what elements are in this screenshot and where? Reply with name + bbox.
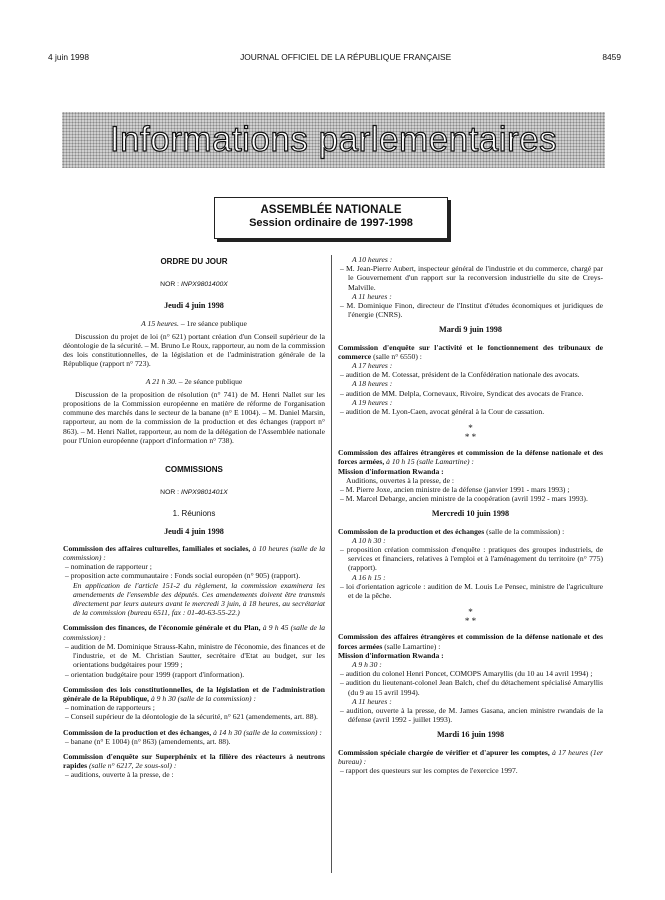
day-heading: Mardi 9 juin 1998 [438, 325, 502, 335]
banner-title: Informations parlementaires [109, 120, 558, 159]
header-title: JOURNAL OFFICIEL DE LA RÉPUBLIQUE FRANÇAISE [240, 52, 452, 62]
session-title: Session ordinaire de 1997-1998 [249, 217, 413, 229]
list-item: – M. Dominique Finon, directeur de l'Institut d'études économiques et juridiques de l'énergie (CNRS). [340, 301, 603, 320]
seance-1: A 15 heures. – 1re séance publique [141, 318, 247, 328]
header-page-number: 8459 [602, 52, 621, 62]
seance-2-text: Discussion de la proposition de résolution (n° 741) de M. Henri Nallet sur les propositions de la Commission européenne en matière de réforme de l'organisation commune des marchés dans le secteur de la banane (n° E 1004). – M. Daniel Marsin, rapporteur, au nom de la commission de la production et des échanges (rapport n° 863). – M. Henri Nallet, rapporteur, au nom de la délégation de l'Assemblée nationale pour l'Union européenne (rapport d'information n° 738). [63, 389, 325, 445]
commission-block: Commission des finances, de l'économie générale et du Plan, à 9 h 45 (salle de la commission) : – audition de M. Dominique Strauss-Kahn, ministre de l'économie, des finances et de l'industrie, et de M. Christian Sautter, secrétaire d'Etat au budget, sur les orientations budgétaires pour 1999 ; – orientation budgétaire pour 1999 (rapport d'information). [63, 623, 325, 679]
commissions-heading: COMMISSIONS [165, 465, 223, 475]
seance-2: A 21 h 30. – 2e séance publique [145, 376, 243, 386]
separator-stars: * * * [464, 607, 477, 627]
ordre-day: Jeudi 4 juin 1998 [164, 301, 224, 311]
commission-block: Commission d'enquête sur Superphénix et la filière des réacteurs à neutrons rapides (salle n° 6217, 2e sous-sol) : – auditions, ouverte à la presse, de : [63, 751, 325, 780]
time-label: A 11 heures : [352, 291, 392, 301]
column-divider [331, 255, 332, 873]
commission-block: Commission des lois constitutionnelles, de la législation et de l'administration générale de la République, à 9 h 30 (salle de la commission) : – nomination de rapporteurs ; – Conseil supérieur de la déontologie de la sécurité, n° 621 (amendements, art. 88). [63, 684, 325, 722]
day-heading: Mercredi 10 juin 1998 [431, 509, 510, 519]
commissions-day: Jeudi 4 juin 1998 [164, 526, 224, 536]
assembly-title: ASSEMBLÉE NATIONALE [260, 204, 402, 216]
ordre-heading: ORDRE DU JOUR [160, 257, 228, 266]
separator-stars: * * * [464, 423, 477, 443]
ordre-nor: NOR : INPX9801400X [160, 281, 228, 289]
section-banner [62, 112, 605, 168]
header-date: 4 juin 1998 [48, 52, 89, 62]
right-column [338, 255, 603, 781]
commission-block: Commission de la production et des échanges, à 14 h 30 (salle de la commission) : – banane (n° E 1004) (n° 863) (amendements, art. 88). [63, 727, 322, 746]
commission-block: Commission des affaires culturelles, familiales et sociales, à 10 heures (salle de la commission) : – nomination de rapporteur ; – proposition acte communautaire : Fonds social européen (n° 905) (rapport). En application de l'article 151-2 du règlement, la commission examinera les amendements de l'ensemble des députés. Ces amendements doivent être transmis directement par leurs auteurs avant le mercredi 3 juin, à 18 heures, au secrétariat de la commission (bureau 6511, fax : 01-40-63-55-22.) [63, 543, 325, 618]
left-column [63, 255, 325, 786]
commission-block: Commission de la production et des échanges (salle de la commission) : A 10 h 30 : – proposition création commission d'enquête : pratiques des groupes industriels, de services et financiers, relatives à l'emploi et à l'aménagement du territoire (n° 775) (rapport). A 16 h 15 : – loi d'orientation agricole : audition de M. Louis Le Pensec, ministre de l'agriculture et de la pêche. [338, 526, 603, 601]
day-heading: Mardi 16 juin 1998 [436, 730, 505, 740]
commissions-nor: NOR : INPX9801401X [160, 489, 228, 497]
running-header [48, 50, 621, 64]
assembly-box [214, 197, 448, 239]
commission-block: Commission des affaires étrangères et commission de la défense nationale et des forces armées (salle Lamartine) : Mission d'information Rwanda : A 9 h 30 : – audition du colonel Henri Poncet, COMOPS Amaryllis (du 10 au 14 avril 1994) ; – audition du lieutenant-colonel Jean Balch, chef du détachement spécialisé Amaryllis (du 9 au 15 avril 1994). A 11 heures : – audition, ouverte à la presse, de M. James Gasana, ancien ministre rwandais de la défense (avril 1992 - juillet 1993). [338, 632, 603, 725]
list-item: – M. Jean-Pierre Aubert, inspecteur général de l'industrie et du commerce, chargé par le Gouvernement d'un rapport sur la reconversion industrielle du site de Creys-Malville. [340, 264, 603, 292]
reunions-heading: 1. Réunions [172, 509, 216, 519]
commission-block: Commission des affaires étrangères et commission de la défense nationale et des forces armées, à 10 h 15 (salle Lamartine) : Mission d'information Rwanda : Auditions, ouvertes à la presse, de : – M. Pierre Joxe, ancien ministre de la défense (janvier 1991 - mars 1993) ; – M. Marcel Debarge, ancien ministre de la coopération (avril 1992 - mars 1993). [338, 448, 603, 504]
commission-block: Commission spéciale chargée de vérifier et d'apurer les comptes, à 17 heures (1er bureau) : – rapport des questeurs sur les comptes de l'exercice 1997. [338, 747, 604, 775]
commission-block: Commission d'enquête sur l'activité et le fonctionnement des tribunaux de commerce (salle n° 6550) : A 17 heures : – audition de M. Cotessat, président de la Confédération nationale des avocats. A 18 heures : – audition de MM. Delpla, Cornevaux, Rivoire, Syndicat des avocats de France. A 19 heures : – audition de M. Lyon-Caen, avocat général à la Cour de cassation. [338, 342, 603, 417]
seance-1-text: Discussion du projet de loi (n° 621) portant création d'un Conseil supérieur de la déontologie de la sécurité. – M. Bruno Le Roux, rapporteur, au nom de la commission des lois constitutionnelles, de la législation et de l'administration générale de la République (rapport n° 723). [63, 331, 325, 369]
time-label: A 10 heures : [352, 255, 393, 264]
